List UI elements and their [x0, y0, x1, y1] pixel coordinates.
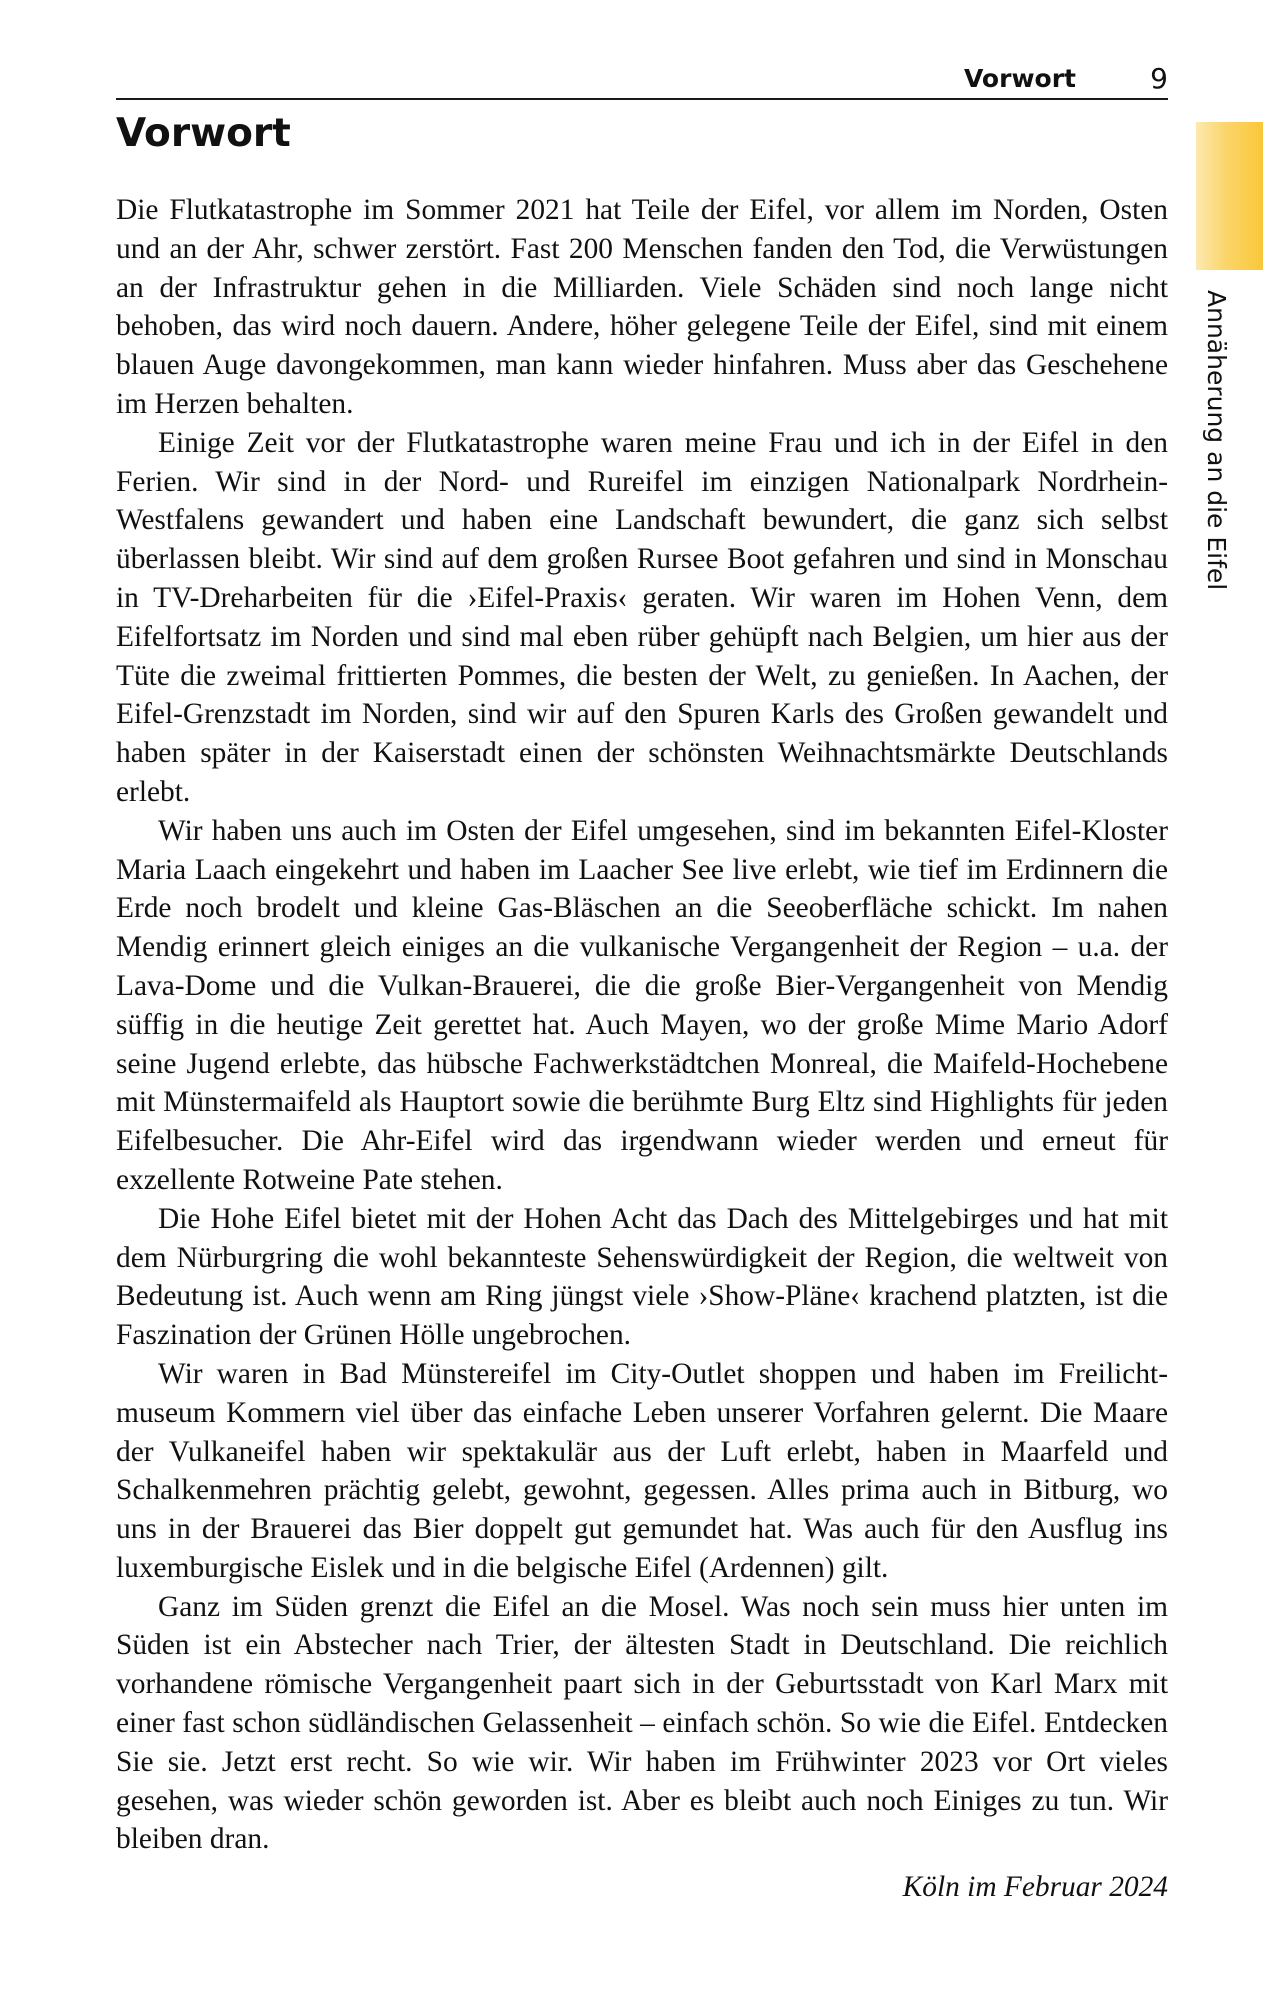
page-number: 9 [1150, 62, 1168, 95]
paragraph: Die Hohe Eifel bietet mit der Hohen Acht das Dach des Mittelgebirges und hat mit dem Nürburgring die wohl bekannteste Sehenswürdigkeit der Region, die weltweit von Bedeutung ist. Auch wenn am Ring jüngst viele ›Show-Pläne‹ krachend platzten, ist die Faszination der Grünen Hölle ungebrochen. [116, 1202, 1168, 1352]
running-title: Vorwort [963, 64, 1076, 93]
paragraph: Wir haben uns auch im Osten der Eifel umgesehen, sind im bekannten Eifel-Kloster Maria Laach eingekehrt und haben im Laacher See live erlebt, wie tief im Erdinnern die Erde noch brodelt und kleine Gas-Bläschen an die Seeoberfläche schickt. Im nahen Mendig erinnert gleich einiges an die vulkanische Vergangenheit der Region – u.a. der Lava-Dome und die Vulkan-Brauerei, die die große Bier-Vergangenheit von Mendig süffig in die heutige Zeit gerettet hat. Auch Mayen, wo der große Mime Mario Adorf seine Jugend erlebte, das hübsche Fachwerkstädtchen Monreal, die Maifeld-Hochebene mit Münstermaifeld als Hauptort sowie die berühmte Burg Eltz sind Highlights für jeden Eifelbesucher. Die Ahr-Eifel wird das irgendwann wieder werden und erneut für exzellente Rotweine Pate stehen. [116, 814, 1168, 1196]
body-text [116, 191, 1168, 1859]
paragraph: Ganz im Süden grenzt die Eifel an die Mosel. Was noch sein muss hier unten im Süden ist ein Abstecher nach Trier, der ältesten Stadt in Deutschland. Die reichlich vorhandene römische Vergangenheit paart sich in der Geburtsstadt von Karl Marx mit einer fast schon südländischen Gelassenheit – einfach schön. So wie die Eifel. Entdecken Sie sie. Jetzt erst recht. So wie wir. Wir haben im Frühwinter 2023 vor Ort vieles gesehen, was wieder schön geworden ist. Aber es bleibt auch noch Einiges zu tun. Wir bleiben dran. [116, 1590, 1168, 1856]
paragraph: Wir waren in Bad Münstereifel im City-Outlet shoppen und haben im Freilichtmuseum Kommern viel über das einfache Leben unserer Vorfahren gelernt. Die Maare der Vulkaneifel haben wir spektakulär aus der Luft erlebt, haben in Maarfeld und Schalkenmehren prächtig gelebt, gewohnt, gegessen. Alles prima auch in Bitburg, wo uns in der Brauerei das Bier doppelt gut gemundet hat. Was auch für den Ausflug ins luxemburgische Eislek und in die belgische Eifel (Ardennen) gilt. [116, 1357, 1168, 1584]
paragraph: Die Flutkatastrophe im Sommer 2021 hat Teile der Eifel, vor allem im Norden, Osten und an der Ahr, schwer zerstört. Fast 200 Menschen fanden den Tod, die Verwüstungen an der Infrastruktur gehen in die Milliarden. Viele Schäden sind noch lange nicht behoben, das wird noch dauern. Andere, höher gelegene Teile der Eifel, sind mit einem blauen Auge davongekommen, man kann wieder hinfahren. Muss aber das Geschehene im Herzen behalten. [116, 194, 1168, 420]
chapter-thumb-tab [1196, 122, 1263, 270]
signature-place-date: Köln im Februar 2024 [902, 1871, 1168, 1903]
chapter-side-label: Annäherung an die Eifel [1202, 290, 1231, 591]
chapter-title: Vorwort [116, 111, 291, 156]
paragraph: Einige Zeit vor der Flutkatastrophe waren meine Frau und ich in der Eifel in den Ferien. Wir sind in der Nord- und Rureifel im einzigen Nationalpark Nordrhein-Westfalens gewandert und haben eine Landschaft bewundert, die ganz sich selbst überlassen bleibt. Wir sind auf dem großen Rursee Boot gefahren und sind in Monschau in TV-Dreharbeiten für die ›Eifel-Praxis‹ geraten. Wir waren im Hohen Venn, dem Eifelfortsatz im Norden und sind mal eben rüber gehüpft nach Belgien, um hier aus der Tüte die zweimal frittierten Pommes, die besten der Welt, zu genießen. In Aachen, der Eifel-Grenzstadt im Norden, sind wir auf den Spuren Karls des Großen gewandelt und haben später in der Kaiserstadt einen der schönsten Weihnachtsmärkte Deutschlands erlebt. [116, 426, 1168, 808]
running-header [116, 62, 1168, 100]
